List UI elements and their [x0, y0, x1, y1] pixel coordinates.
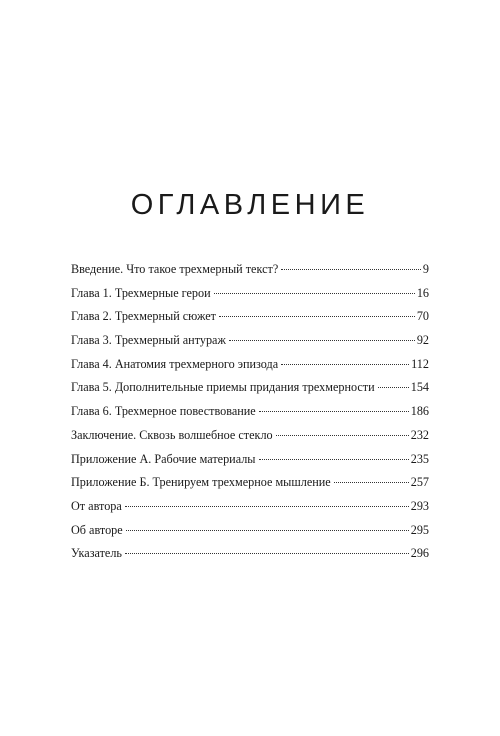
- dot-leader: [281, 364, 409, 365]
- toc-entry: [71, 542, 429, 566]
- dot-leader: [276, 435, 409, 436]
- toc-entry: [71, 258, 429, 282]
- toc-entry-page: 70: [416, 309, 429, 324]
- toc-entry-page: 296: [410, 546, 429, 561]
- toc-entry-title: Введение. Что такое трехмерный текст?: [71, 262, 279, 276]
- dot-leader: [229, 340, 415, 341]
- toc-entry-title: Приложение Б. Тренируем трехмерное мышление: [71, 475, 331, 490]
- toc-entry-title: Об авторе: [71, 522, 123, 537]
- table-of-contents: [71, 258, 429, 566]
- toc-entry-title: Глава 2. Трехмерный сюжет: [71, 309, 216, 324]
- toc-entry-page: 112: [411, 356, 429, 371]
- toc-entry-title: Приложение А. Рабочие материалы: [71, 451, 256, 466]
- toc-entry-title: Заключение. Сквозь волшебное стекло: [71, 427, 273, 442]
- dot-leader: [125, 506, 409, 507]
- toc-entry: [71, 424, 429, 448]
- toc-entry-page: 92: [416, 333, 429, 348]
- toc-entry-title: Глава 1. Трехмерные герои: [71, 285, 211, 300]
- toc-entry-page: 16: [416, 285, 429, 300]
- dot-leader: [214, 293, 415, 294]
- toc-entry-page: 293: [410, 498, 429, 513]
- dot-leader: [281, 269, 421, 270]
- dot-leader: [125, 553, 409, 554]
- dot-leader: [259, 459, 409, 460]
- toc-entry: [71, 448, 429, 472]
- toc-entry-title: От автора: [71, 498, 122, 513]
- toc-entry-page: 232: [410, 427, 429, 442]
- toc-entry: [71, 282, 429, 306]
- dot-leader: [378, 387, 409, 388]
- toc-entry-title: Глава 6. Трехмерное повествование: [71, 404, 256, 419]
- toc-entry-title: Указатель: [71, 546, 122, 561]
- toc-entry-title: Глава 4. Анатомия трехмерного эпизода: [71, 356, 279, 371]
- toc-entry: [71, 329, 429, 353]
- toc-entry-page: 186: [410, 404, 429, 419]
- page-title: ОГЛАВЛЕНИЕ: [130, 189, 370, 222]
- toc-entry: [71, 471, 429, 495]
- toc-entry: [71, 376, 429, 400]
- toc-entry-page: 9: [422, 262, 429, 276]
- dot-leader: [126, 530, 409, 531]
- toc-entry: [71, 353, 429, 377]
- toc-entry: [71, 495, 429, 519]
- toc-entry-title: Глава 3. Трехмерный антураж: [71, 333, 226, 348]
- toc-entry: [71, 305, 429, 329]
- dot-leader: [259, 411, 409, 412]
- toc-entry-page: 257: [410, 475, 429, 490]
- toc-entry-title: Глава 5. Дополнительные приемы придания трехмерности: [71, 380, 375, 395]
- toc-entry-page: 235: [410, 451, 429, 466]
- toc-entry-page: 154: [410, 380, 429, 395]
- toc-entry: [71, 400, 429, 424]
- dot-leader: [334, 482, 409, 483]
- toc-entry: [71, 519, 429, 543]
- dot-leader: [219, 316, 415, 317]
- toc-entry-page: 295: [410, 522, 429, 537]
